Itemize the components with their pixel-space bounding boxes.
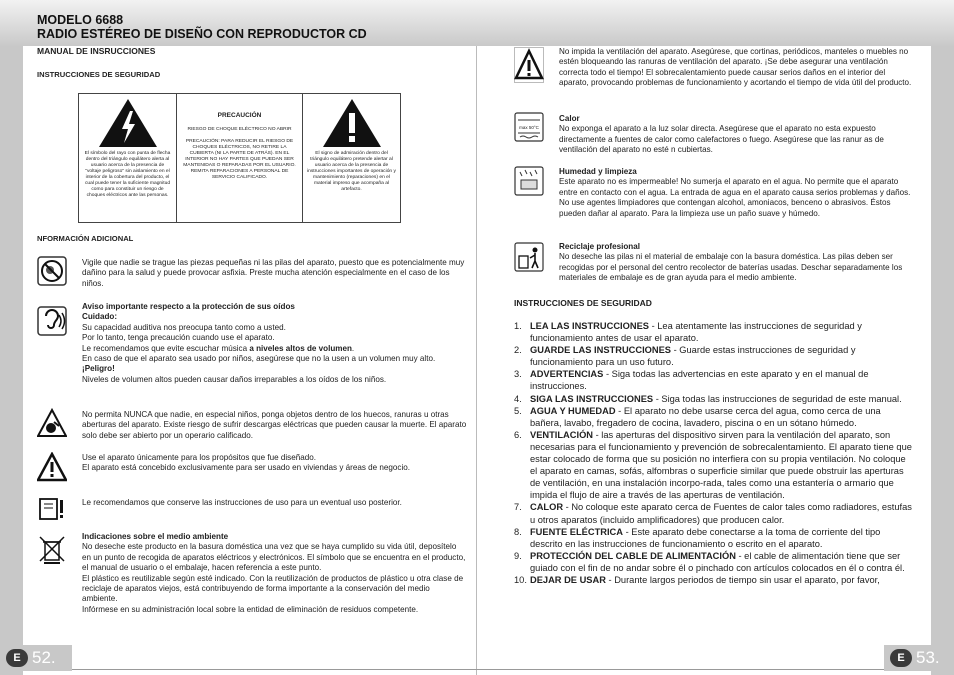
right-margin-bar [931,46,954,675]
rule-heading: PROTECCIÓN DEL CABLE DE ALIMENTACIÓN [530,550,736,561]
heat-icon-label: max 50°C [519,125,539,130]
manual-book-icon [37,494,67,524]
rule-heading: FUENTE ELÉCTRICA [530,526,623,537]
rule-heading: VENTILACIÓN [530,429,594,440]
language-badge-left: E [6,649,28,667]
caution-title: PRECAUCIÓN [217,112,262,119]
rule-heading: ADVERTENCIAS [530,369,604,380]
rule-body: - El aparato no debe usarse cerca del agua, como cerca de una bañera, lavabo, fregadero de cocina, lavadero, piscina o en un sótano húmedo. [530,405,881,428]
page-number-right-value: 53. [916,648,940,667]
rule-text [530,429,914,502]
rule-body: - No coloque este aparato cerca de Fuentes de calor tales como radiadores, estufas u otros aparatos (incluido amplificadores) que producen calor. [530,502,912,525]
caution-text: PRECAUCIÓN: PARA REDUCIR EL RIESGO DE CHOQUES ELÉCTRICOS, NO RETIRE LA CUBIERTA (NI LA PARTE DE ATRÁS). EN EL INTERIOR NO HAY PARTES QUE PUEDAN SER MANTENIDAS O REPARADAS POR EL USUARIO. REMITA REPARACIONES A PERSONAL DE SERVICIO CALIFICADO. [183,139,296,181]
safety-title-right: INSTRUCCIONES DE SEGURIDAD [514,298,652,308]
rule-number: 2. [514,345,522,356]
safety-rule-item [514,405,914,429]
rule-heading: AGUA Y HUMEDAD [530,405,616,416]
safety-rules-list [514,320,914,586]
exclaim-column [303,94,400,222]
bottom-rule [23,669,931,670]
lightning-triangle-icon [97,97,159,149]
rule-text [530,368,914,392]
ventilation-warning-icon [514,47,544,83]
exclaim-description: El signo de admiración dentro del triángulo equilátero pretende alertar al usuario acerca de la presencia de instrucciones importantes de operación y mantenimiento (reparaciones) en el material impreso que acompaña al artefacto. [307,151,396,192]
hearing-line-5: Niveles de volumen altos pueden causar daños irreparables a los oídos de los niños. [82,374,387,384]
hearing-title: Aviso importante respecto a la protección de sus oídos [82,302,295,311]
safety-rule-item [514,550,914,574]
rule-body: - el cable de alimentación tiene que ser guiado con el fin de no andar sobre él o pinchado con artículos colocados en él o contra él. [530,550,905,573]
purpose-text: Use el aparato únicamente para los propósitos que fue diseñado. El aparato está concebido exclusivamente para ser usado en viviendas y áreas de negocio. [82,453,410,473]
recycle-title: Reciclaje profesional [559,242,640,251]
hearing-section [82,302,467,385]
recycle-section [559,242,914,284]
page-number-left-value: 52. [32,648,56,667]
safety-rule-item [514,429,914,502]
heat-section [559,114,914,156]
rule-number: 9. [514,550,522,561]
document-header [37,13,367,41]
rule-text [530,393,914,405]
rule-text [530,320,914,344]
environment-section [82,532,467,615]
rule-text [530,501,914,525]
warning-symbols-box [78,93,401,223]
info-title: NFORMACIÓN ADICIONAL [37,234,134,243]
language-badge-right: E [890,649,912,667]
rule-heading: DEJAR DE USAR [530,574,606,585]
rule-body: - Este aparato debe conectarse a la toma de corriente del tipo descrito en las instrucciones de funcionamiento o escrito en el aparato. [530,526,881,549]
hearing-protection-icon [37,306,67,336]
humidity-icon [514,166,544,196]
lightning-column [79,94,177,222]
heat-text: No exponga el aparato a la luz solar directa. Asegúrese que el aparato no esta expuesto directamente a fuentes de calor como calefactores o fuego. Asegúrese que las ranur as de ventilación del aparato no esté n cubiertas. [559,124,884,155]
safety-rule-item [514,344,914,368]
rule-body: - las aperturas del dispositivo sirven para la ventilación del aparato, son necesarias para el funcionamiento y prevención de sobrecalentamiento. El aparato tiene que estar colocado de forma que su posición no interfiera con su propia ventilación. No coloque el aparato en camas, sofás, alfombras o superficie similar que puede obstruir las aperturas de ventilación, en una instalación incorpo-rada, tales como una estantería o armario que impida el flujo de aire a través de las aperturas de ventilación. [530,429,912,501]
warning-triangle-icon [37,452,67,482]
environment-text-3: Infórmese en su administración local sobre la entidad de eliminación de residuos competente. [82,604,419,614]
product-name: RADIO ESTÉREO DE DISEÑO CON REPRODUCTOR CD [37,27,367,41]
recycling-disposal-icon [514,242,544,272]
rule-heading: LEA LAS INSTRUCCIONES [530,321,649,331]
rule-heading: CALOR [530,502,564,513]
rule-text [530,574,914,586]
safety-rule-item [514,501,914,525]
rule-body: - Siga todas las instrucciones de seguridad de este manual. [653,393,902,404]
rule-body: - Siga todas las advertencias en este aparato y en el manual de instrucciones. [530,369,869,392]
rule-number: 1. [514,321,522,331]
small-parts-text: Vigile que nadie se trague las piezas pequeñas ni las pilas del aparato, puesto que es potencialmente muy dañino para la salud y puede provocar asfixia. Preste mucha atención especialmente en el caso de los niños. [82,258,465,288]
rule-number: 3. [514,369,522,380]
rule-body: - Durante largos periodos de tiempo sin usar el aparato, por favor, [605,574,880,585]
rule-number: 10. [514,574,527,585]
hearing-care-label: Cuidado: [82,312,118,322]
humidity-section [559,167,914,219]
environment-text-2: El plástico es reutilizable según esté indicado. Con la reutilización de productos de plástico u otra clase de reciclaje de aparatos viejos, está contribuyendo de forma importante a la conservación del medio ambiente. [82,573,464,604]
ventilation-text: No impida la ventilación del aparato. Asegúrese, que cortinas, periódicos, manteles o muebles no estén bloqueando las ranuras de ventilación del aparato. ¡Se debe asegurar una ventilación correcta todo el tiempo! El sobrecalentamiento puede causar serios daños en el interior del aparato, provocando problemas de funcionamiento y acortando el tiempo de vida útil del producto. [559,47,912,88]
no-small-parts-icon [37,256,67,286]
rule-text [530,405,914,429]
rule-number: 5. [514,405,522,416]
page-divider [476,46,477,675]
keep-manual-text: Le recomendamos que conserve las instrucciones de uso para un eventual uso posterior. [82,498,402,507]
rule-text [530,526,914,550]
humidity-text: Este aparato no es impermeable! No sumerja el aparato en el agua. No permite que el aparato entre en contacto con el agua. La entrada de agua en el aparato causa serios problemas y daños. No use agentes limpiadores que contengan alcohol, amoniacos, benceno o abrasivos. Éstos pueden dañar al aparato. Para la limpieza use un paño suave y húmedo. [559,177,911,218]
left-margin-bar [0,46,23,675]
rule-number: 7. [514,502,522,513]
rule-number: 4. [514,393,522,404]
hearing-danger-label: ¡Peligro! [82,364,115,374]
hearing-line-4: En caso de que el aparato sea usado por niños, asegúrese que no la usen a un volumen muy alto. [82,354,436,364]
rule-body: - Lea atentamente las instrucciones de seguridad y funcionamiento antes de usar el aparato. [530,321,862,344]
hearing-line-1: Su capacidad auditiva nos preocupa tanto como a usted. [82,322,286,332]
safety-rule-item [514,574,914,586]
no-objects-in-openings-icon [37,408,67,438]
environment-title: Indicaciones sobre el medio ambiente [82,532,229,541]
rule-body: - Guarde estas instrucciones de seguridad y funcionamiento para un uso futuro. [530,345,856,368]
safety-rule-item [514,320,914,344]
caution-column [177,94,303,222]
lightning-description: El símbolo del rayo con punta de flecha dentro del triángulo equilátero alerta al usuario acerca de la presencia de "voltaje peligroso" sin aislamiento en el interior de la cobertura del producto, el cual puede tener la suficiente magnitud como para constituir un riesgo de choques eléctricos ante las personas. [84,151,171,198]
crossed-bin-icon [37,534,67,564]
openings-text: No permita NUNCA que nadie, en especial niños, ponga objetos dentro de los huecos, ranuras u otras aberturas del aparato. Existe riesgo de sufrir descargas eléctricas que pueden causar la muerte. El aparato solo debe ser abierto por un operario calificado. [82,410,467,440]
safety-rule-item [514,368,914,392]
humidity-title: Humedad y limpieza [559,167,637,176]
hearing-line-2: Por lo tanto, tenga precaución cuando use el aparato. [82,333,275,343]
recycle-text: No deseche las pilas ni el material de embalaje con la basura doméstica. Las pilas deben ser recogidas por el personal del centro recolector de baterías usadas. Deschar separadamente los materiales de embalaje es de gran ayuda para el medio ambiente. [559,252,903,283]
manual-title: MANUAL DE INSRUCCIONES [37,46,156,56]
safety-rule-item [514,526,914,550]
rule-heading: SIGA LAS INSTRUCCIONES [530,393,654,404]
rule-text [530,344,914,368]
heat-title: Calor [559,114,580,123]
page-number-left [0,645,72,671]
exclamation-triangle-icon [321,97,383,149]
environment-text-1: No deseche este producto en la basura doméstica una vez que se haya cumplido su vida útil, deposítelo en un punto de recogida de aparatos eléctricos y electrónicos. El símbolo que se encuentra en el producto, el manual de usuario o el embalaje, hacen referencia a este punto. [82,542,466,573]
safety-rule-item [514,393,914,405]
safety-title-left: INSTRUCCIONES DE SEGURIDAD [37,70,161,79]
caution-subtitle: RIESGO DE CHOQUE ELÉCTRICO NO ABRIR [187,127,292,133]
rule-text [530,550,914,574]
model-name: MODELO 6688 [37,13,124,27]
rule-number: 8. [514,526,522,537]
page-number-right [884,645,954,671]
hearing-line-3: Le recomendamos que evite escuchar música a niveles altos de volumen. [82,343,355,353]
rule-heading: GUARDE LAS INSTRUCCIONES [530,345,672,356]
rule-number: 6. [514,429,522,440]
